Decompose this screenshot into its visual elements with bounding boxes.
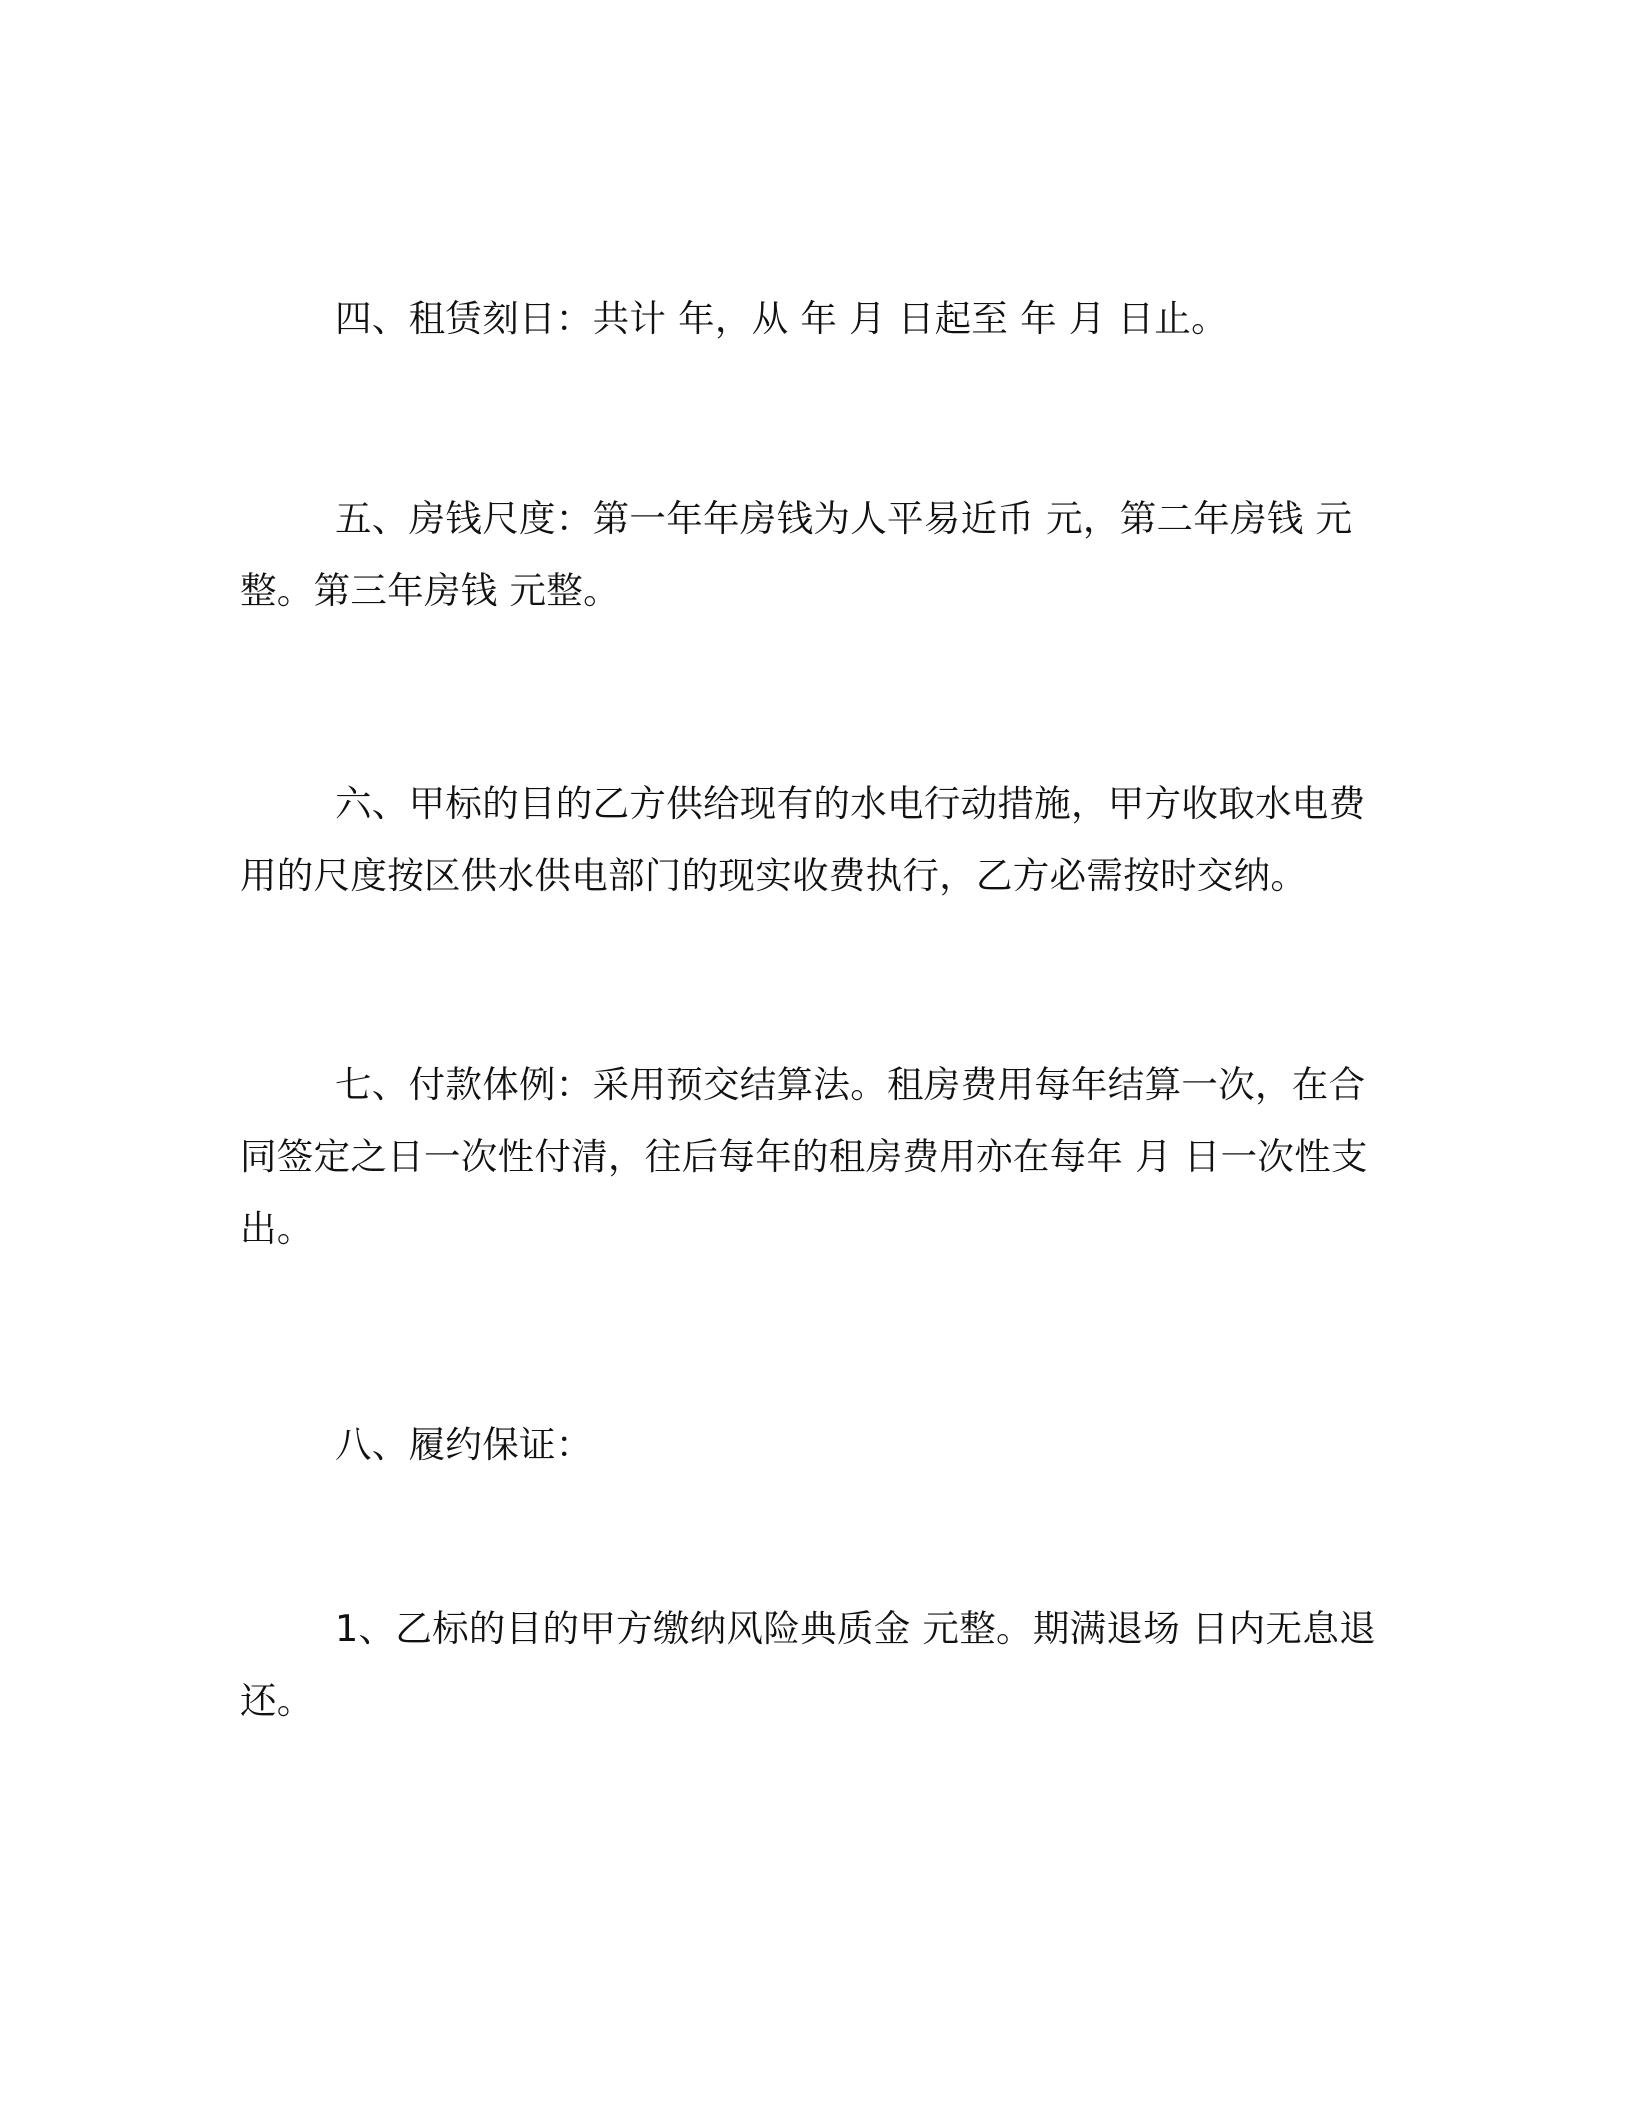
- clause-5-rent-amount: 五、房钱尺度：第一年年房钱为人平易近币 元，第二年房钱 元整。第三年房钱 元整。: [240, 497, 1353, 612]
- clause-6-utilities: 六、甲标的目的乙方供给现有的水电行动措施，甲方收取水电费用的尺度按区供水供电部门的现实收费执行，乙方必需按时交纳。: [240, 782, 1366, 897]
- clause-8-1-deposit: 1、乙标的目的甲方缴纳风险典质金 元整。期满退场 日内无息退还。: [240, 1607, 1376, 1722]
- clause-7-payment-method: 七、付款体例：采用预交结算法。租房费用每年结算一次，在合同签定之日一次性付清，往后每年的租房费用亦在每年 月 日一次性支出。: [240, 1063, 1368, 1250]
- clause-4-lease-term: 四、租赁刻日：共计 年，从 年 月 日起至 年 月 日止。: [335, 297, 1228, 340]
- clause-8-performance-guarantee: 八、履约保证：: [335, 1423, 593, 1466]
